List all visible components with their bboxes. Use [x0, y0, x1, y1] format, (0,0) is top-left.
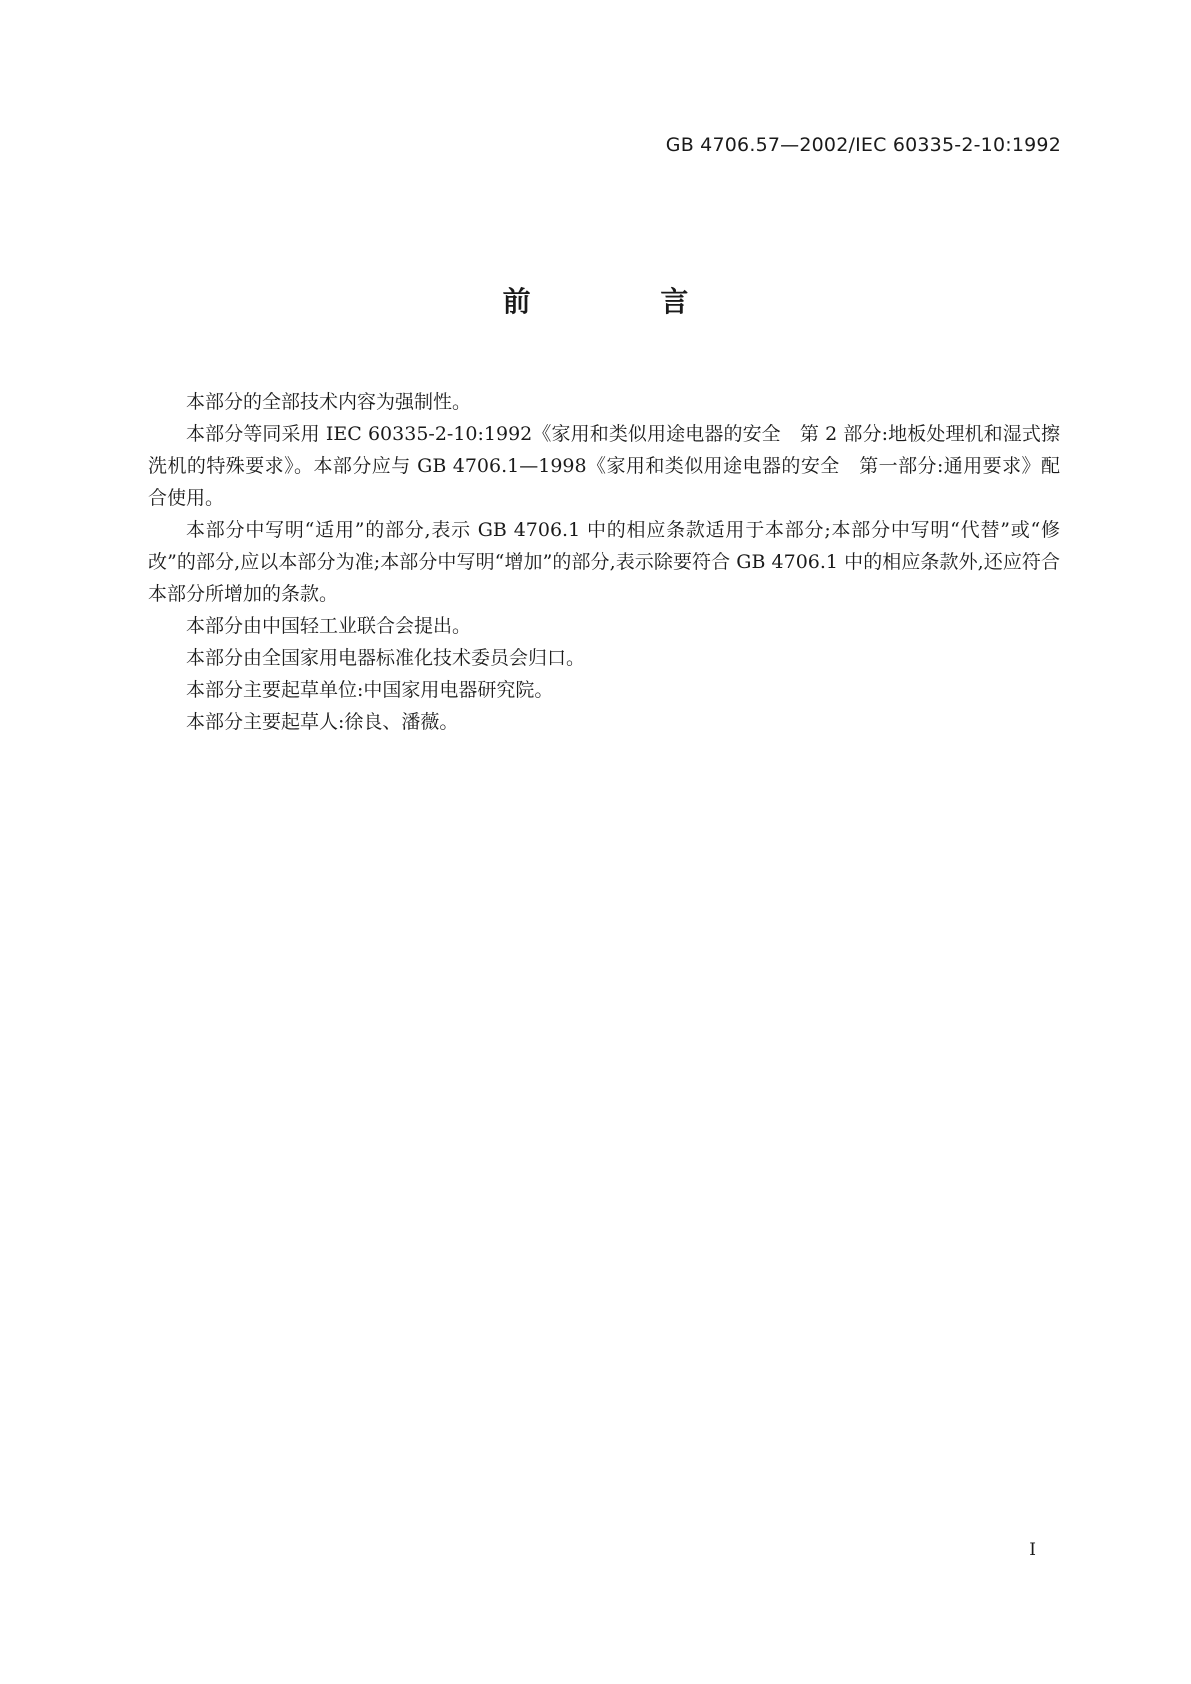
paragraph-centralized-by: 本部分由全国家用电器标准化技术委员会归口。 [186, 647, 586, 669]
page-number: I [1029, 1540, 1036, 1560]
paragraph-drafters: 本部分主要起草人:徐良、潘薇。 [186, 711, 459, 733]
paragraph-mandatory: 本部分的全部技术内容为强制性。 [186, 391, 472, 413]
foreword-body [148, 386, 1060, 738]
paragraph-clause-usage: 本部分中写明“适用”的部分,表示 GB 4706.1 中的相应条款适用于本部分;本部分中写明“代替”或“修改”的部分,应以本部分为准;本部分中写明“增加”的部分,表示除要符合 GB 4706.1 中的相应条款外,还应符合本部分所增加的条款。 [148, 519, 1060, 605]
paragraph-adoption: 本部分等同采用 IEC 60335-2-10:1992《家用和类似用途电器的安全 第 2 部分:地板处理机和湿式擦洗机的特殊要求》。本部分应与 GB 4706.1—1998《家用和类似用途电器的安全 第一部分:通用要求》配合使用。 [148, 423, 1060, 509]
page-title: 前 言 [502, 285, 749, 318]
paragraph-proposed-by: 本部分由中国轻工业联合会提出。 [186, 615, 472, 637]
paragraph-drafting-unit: 本部分主要起草单位:中国家用电器研究院。 [186, 679, 554, 701]
standard-code-header: GB 4706.57—2002/IEC 60335-2-10:1992 [665, 134, 1061, 156]
